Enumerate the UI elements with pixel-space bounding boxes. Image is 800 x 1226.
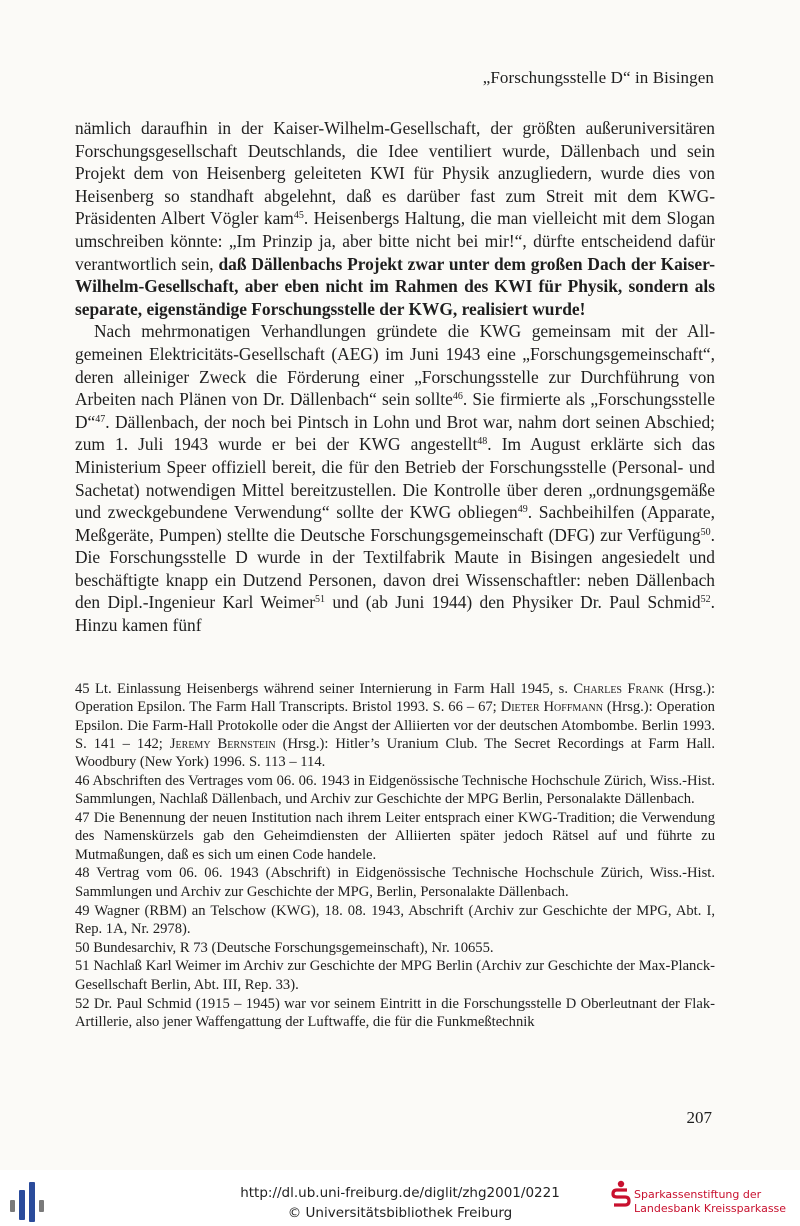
text-run: 45 Lt. Einlassung Heisenbergs während seiner Internierung in Farm Hall 1945, s. — [75, 681, 574, 697]
footnote-ref-51[interactable]: 51 — [315, 594, 325, 606]
footnote-47: 47 Die Benennung der neuen Institution nach ihrem Leiter entsprach einer KWG-Tradition; die Verwendung des Namenskürzels gab den Geheimdiensten der Alliierten später jedoch Rätsel auf und führte zu Mutmaßungen, daß es sich um einen Code handele. — [75, 810, 715, 863]
text-run: nämlich daraufhin in der Kaiser-Wilhelm-Gesellschaft, der größten außeruniversitären Forschungsgesellschaft Deutschlands, die Idee ventiliert wurde, Dällenbach und sein Projekt dem von Heisenberg geleiteten KWI für Physik anzugliedern, wurde dies von Heisenberg so standhaft abgelehnt, daß es darüber fast zum Streit mit dem KWG-Präsidenten Albert Vögler kam — [75, 118, 715, 229]
sponsor-line-2: Landesbank Kreissparkasse — [634, 1202, 787, 1215]
footnote-ref-50[interactable]: 50 — [700, 526, 711, 538]
text-run: (Hrsg.): Operation Epsilon. The Farm Hall Transcripts. Bristol 1993. S. 66 – 67; — [75, 681, 716, 716]
text-run: Nach mehrmonatigen Verhandlungen gründete die KWG gemeinsam mit der Allgemeinen Elektricitäts-Gesellschaft (AEG) im Juni 1943 eine „Forschungsgemeinschaft“, deren alleiniger Zweck die Förderung einer „Forschungsstelle zur Durchführung von Arbeiten nach Plänen von Dr. Dällenbach“ sein sollte — [75, 321, 715, 410]
footnote-ref-47[interactable]: 47 — [95, 413, 106, 425]
text-run: . Sie firmierte als „Forschungsstelle D“ — [75, 389, 715, 432]
bold-emphasis: daß Dällenbachs Projekt zwar unter dem großen Dach der Kaiser-Wilhelm-Gesellschaft, aber eben nicht im Rahmen des KWI für Physik, sondern als separate, eigenständige Forschungsstelle der KWG, realisiert wurde! — [75, 253, 715, 319]
text-run: . Hinzu kamen fünf — [75, 592, 715, 636]
page-number: 207 — [686, 1108, 712, 1127]
author-name: Charles Frank — [573, 681, 664, 697]
footnote-48: 48 Vertrag vom 06. 06. 1943 (Abschrift) in Eidgenössische Technische Hochschule Zürich, Wiss.-Hist. Sammlungen und Archiv zur Geschichte der MPG, Berlin, Personalakte Dällenbach. — [75, 865, 715, 900]
paragraph-2 — [75, 320, 715, 636]
permalink-url[interactable]: http://dl.ub.uni-freiburg.de/diglit/zhg2001/0221 — [240, 1185, 560, 1201]
text-run: . Die Forschungsstelle D wurde in der Textilfabrik Maute in Bisingen angesiedelt und beschäftigte knapp ein Dutzend Personen, davon drei Wissenschaftler: neben Dällenbach den Dipl.-Ingenieur Karl Weimer — [75, 524, 715, 613]
footnotes — [75, 680, 715, 1032]
footnote-46: 46 Abschriften des Vertrages vom 06. 06. 1943 in Eidgenössische Technische Hochschule Zürich, Wiss.-Hist. Sammlungen, Nachlaß Dällenbach, und Archiv zur Geschichte der MPG Berlin, Personalakte Dällenbach. — [75, 772, 715, 808]
text-run: (Hrsg.): Operation Epsilon. Die Farm-Hall Protokolle oder die Angst der Alliierten vor der deutschen Atombombe. Berlin 1993. S. 141 – 142; — [75, 699, 715, 752]
footnote-ref-49[interactable]: 49 — [517, 504, 528, 516]
sponsor-logo[interactable] — [610, 1180, 800, 1224]
footnote-ref-46[interactable]: 46 — [452, 391, 463, 403]
text-run: (Hrsg.): Hitler’s Uranium Club. The Secret Recordings at Farm Hall. Woodbury (New York) 1996. S. 113 – 114. — [75, 735, 715, 771]
footnote-50: 50 Bundesarchiv, R 73 (Deutsche Forschungsgemeinschaft), Nr. 10655. — [75, 939, 494, 956]
footnote-ref-45[interactable]: 45 — [293, 210, 304, 222]
footnote-49: 49 Wagner (RBM) an Telschow (KWG), 18. 08. 1943, Abschrift (Archiv zur Geschichte der MPG, Abt. I, Rep. 1A, Nr. 2978). — [75, 902, 715, 937]
logo-bar — [29, 1182, 35, 1222]
footnote-52: 52 Dr. Paul Schmid (1915 – 1945) war vor seinem Eintritt in die Forschungsstelle D Oberleutnant der Flak-Artillerie, also jener Waffengattung der Luftwaffe, die für die Funkmeßtechnik — [75, 995, 715, 1030]
footnote-51: 51 Nachlaß Karl Weimer im Archiv zur Geschichte der MPG Berlin (Archiv zur Geschichte der Max-Planck-Gesellschaft Berlin, Abt. III, Rep. 33). — [75, 958, 715, 993]
footnote-45 — [75, 680, 715, 771]
sponsor-line-1: Sparkassenstiftung der — [634, 1188, 762, 1201]
text-run: . Dällenbach, der noch bei Pintsch in Lohn und Brot war, nahm dort seinen Abschied; zum 1. Juli 1943 wurde er bei der KWG angestellt — [75, 411, 715, 455]
text-run: und (ab Juni 1944) den Physiker Dr. Paul Schmid — [325, 592, 701, 613]
footnote-ref-48[interactable]: 48 — [477, 436, 488, 448]
author-name: Jeremy Bernstein — [169, 735, 276, 752]
logo-bar — [39, 1200, 44, 1212]
paragraph-1 — [75, 117, 715, 320]
running-head: „Forschungsstelle D“ in Bisingen — [482, 68, 714, 87]
text-run: . Sachbeihilfen (Apparate, Meßgeräte, Pumpen) stellte die Deutsche Forschungsgemeinschaft (DFG) zur Verfügung — [75, 502, 715, 545]
text-run: . Heisenbergs Haltung, die man vielleicht mit dem Slogan umschreiben könnte: „Im Prinzip ja, aber bitte nicht bei mir!“, dürfte entscheidend dafür verantwortlich sein, — [75, 208, 715, 274]
logo-bar — [19, 1190, 25, 1220]
author-name: Dieter Hoffmann — [500, 699, 603, 716]
copyright-notice: © Universitätsbibliothek Freiburg — [287, 1205, 513, 1221]
sparkasse-s-icon — [610, 1180, 632, 1210]
text-run: . Im August erklärte sich das Ministerium Speer offiziell bereit, die für den Betrieb der Forschungsstelle (Personal- und Sachetat) notwendigen Mittel bereitzustellen. Die Kontrolle über deren „ordnungsgemäße und zweckgebundene Verwendung“ sollte der KWG obliegen — [75, 434, 715, 523]
footnote-ref-52[interactable]: 52 — [700, 594, 711, 606]
footer-bar — [0, 1170, 800, 1226]
ub-freiburg-logo-icon[interactable] — [6, 1178, 46, 1224]
body-text — [75, 117, 715, 637]
sponsor-name — [634, 1188, 786, 1216]
logo-bar — [10, 1200, 15, 1212]
